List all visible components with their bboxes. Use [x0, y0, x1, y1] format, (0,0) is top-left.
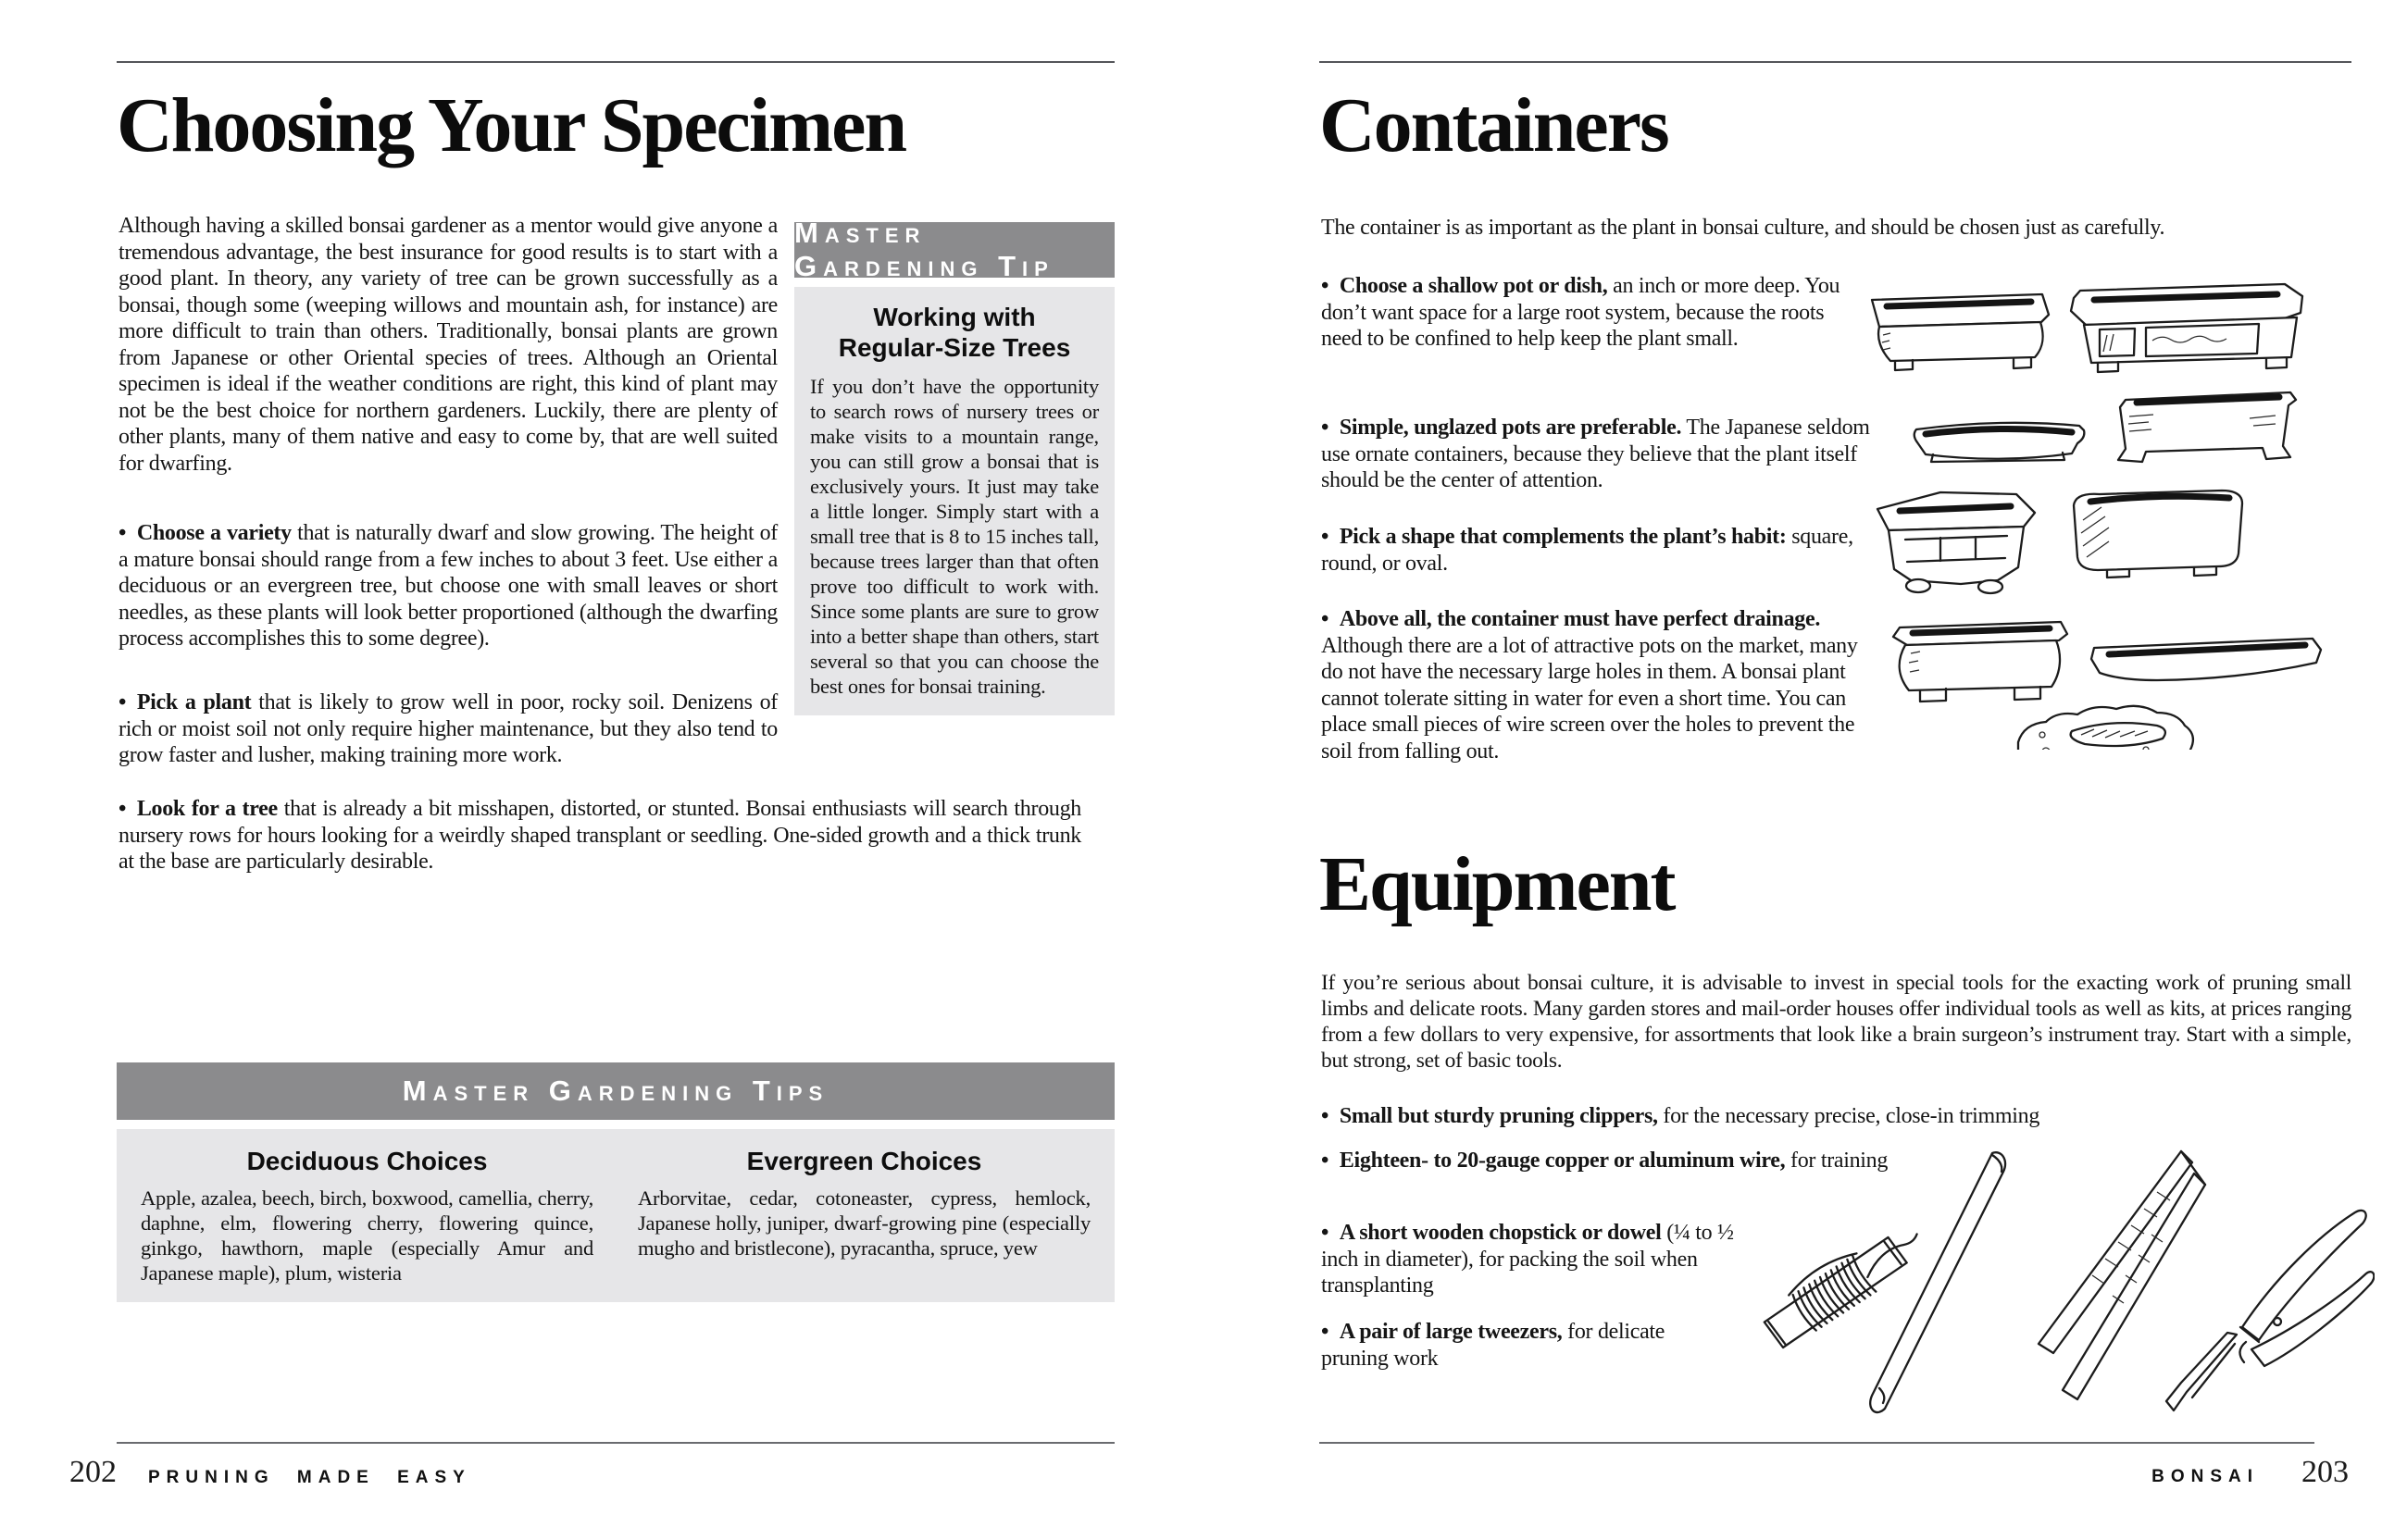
- page-title-choosing-specimen: Choosing Your Specimen: [117, 82, 906, 168]
- tip-box-header-bar: [794, 217, 1115, 282]
- pot-ornate-paneled: [2071, 284, 2302, 372]
- bullet-text: that is likely to grow well in poor, rocky soil. Denizens of rich or moist soil not only require higher maintenance, but they also tend to grow faster and lusher, making training more work.: [118, 690, 778, 767]
- tip-box: [794, 287, 1115, 715]
- bullet-lead: Pick a plant: [136, 690, 252, 714]
- tips-column-evergreen: [638, 1142, 1091, 1285]
- tips-box: [117, 1129, 1115, 1302]
- bullet-chopstick-dowel: [1321, 1220, 1756, 1299]
- pot-waisted-rect: [1893, 622, 2067, 702]
- bullet-large-tweezers: [1321, 1319, 1728, 1372]
- intro-paragraph: Although having a skilled bonsai gardener as a mentor would give anyone a tremendous advantage, the best insurance for good results is to start with a good plant. In theory, any variety of tree can be grown successfully as a bonsai, though some (weeping willows and mountain ash, for instance) are more difficult to train than others. Traditionally, bonsai plants are grown from Japanese or other Oriental species of trees. Although an Oriental specimen is ideal if the weather conditions are right, this kind of plant may not be the best choice for northern gardeners. Luckily, there are plenty of other plants, many of them native and easy to come by, that are well suited for dwarfing.: [118, 214, 778, 476]
- pot-shallow-tray: [1914, 423, 2085, 462]
- pruning-clippers: [2166, 1211, 2374, 1410]
- tip-title-line2: Regular-Size Trees: [838, 333, 1071, 362]
- bullet-choose-variety: [118, 520, 778, 652]
- bullet-lead: Small but sturdy pruning clippers,: [1339, 1104, 1658, 1128]
- bullet-lead: Eighteen- to 20-gauge copper or aluminum wire,: [1339, 1149, 1786, 1173]
- section-footer-label: BONSAI: [2151, 1467, 2259, 1486]
- bullet-text: an inch or more deep. You don’t want space for a large root system, because the roots need to be confined to help keep the plant small.: [1321, 274, 1840, 351]
- pot-oval: [2074, 491, 2242, 578]
- page-number-right: 203: [2301, 1455, 2349, 1489]
- bullet-lead: Above all, the container must have perfect drainage.: [1339, 607, 1821, 631]
- bullet-lead: Choose a variety: [136, 521, 292, 545]
- tips-box-header-bar: [117, 1062, 1115, 1120]
- page-title-containers: Containers: [1319, 82, 1668, 168]
- page-title-equipment: Equipment: [1319, 841, 1675, 927]
- tip-box-header-label: Master Gardening Tip: [794, 217, 1054, 282]
- tweezers: [2039, 1151, 2205, 1399]
- bullet-lead: Choose a shallow pot or dish,: [1339, 274, 1608, 298]
- bullet-lead: A short wooden chopstick or dowel: [1339, 1221, 1662, 1245]
- pot-rectangular-rimmed: [1872, 294, 2049, 370]
- tip-box-title: [810, 302, 1099, 363]
- bullet-lead: Look for a tree: [136, 797, 278, 821]
- bullet-text: that is naturally dwarf and slow growing. The height of a mature bonsai should range from a few inches to about 3 feet. Use either a deciduous or an evergreen tree, but choose one with small leaves or short needles, as these plants will look better proportioned (although the dwarfing process accomplishes this to some degree).: [118, 521, 778, 651]
- pot-long-tray: [2091, 639, 2321, 680]
- tips-box-header-label: Master Gardening Tips: [402, 1074, 829, 1107]
- bullet-shallow-pot: [1321, 273, 1869, 353]
- bullet-unglazed-pots: [1321, 415, 1875, 494]
- evergreen-heading: Evergreen Choices: [746, 1147, 982, 1175]
- tip-title-line1: Working with: [873, 303, 1036, 331]
- deciduous-heading: Deciduous Choices: [246, 1147, 488, 1175]
- bullet-pick-plant: [118, 689, 778, 769]
- deciduous-list: Apple, azalea, beech, birch, boxwood, camellia, cherry, daphne, elm, flowering cherry, flowering quince, ginkgo, hawthorn, maple (especially Amur and Japanese maple), plum, wisteria: [141, 1186, 593, 1285]
- equipment-intro: If you’re serious about bonsai culture, it is advisable to invest in special tools for the exacting work of pruning small limbs and delicate roots. Many garden stores and mail-order houses offer individual tools as well as kits, at prices ranging from a few dollars to very expensive, for assortments that look like a brain surgeon’s instrument tray. Start with a simple, but strong, set of basic tools.: [1321, 971, 2351, 1073]
- footer-rule-right: [1319, 1442, 2314, 1444]
- top-rule-left: [117, 61, 1115, 63]
- pot-flared: [2118, 392, 2296, 462]
- footer-right: [1319, 1455, 2349, 1490]
- bullet-text: square, round, or oval.: [1321, 525, 1853, 576]
- rock-planter: [2018, 706, 2193, 750]
- bonsai-tools-illustration: [1759, 1131, 2375, 1446]
- bullet-text: that is already a bit misshapen, distorted, or stunted. Bonsai enthusiasts will search through nursery rows for hours looking for a weirdly shaped transplant or seedling. One-sided growth and a thick trunk at the base are particularly desirable.: [118, 797, 1081, 874]
- top-rule-right: [1319, 61, 2351, 63]
- bullet-pruning-clippers: [1321, 1103, 2173, 1130]
- pot-hexagonal: [1877, 492, 2035, 593]
- bullet-perfect-drainage: [1321, 606, 1878, 764]
- page-number-left: 202: [69, 1455, 117, 1489]
- bullet-text: for the necessary precise, close-in trimming: [1657, 1104, 2040, 1128]
- tip-box-body: If you don’t have the opportunity to search rows of nursery trees or make visits to a mountain range, you can still grow a bonsai that is exclusively yours. It just may take a little longer. Simply start with a small tree that is 8 to 15 inches tall, because trees larger than that often prove too difficult to work with. Since some plants are sure to grow into a better shape than others, start several so that you can choose the best ones for bonsai training.: [810, 375, 1099, 698]
- bullet-text: Although there are a lot of attractive pots on the market, many do not have the necessary large holes in them. A bonsai plant cannot tolerate sitting in water for even a short time. You can place small pieces of wire screen over the holes to prevent the soil from falling out.: [1321, 633, 1858, 764]
- bullet-pick-shape: [1321, 524, 1869, 577]
- bullet-text: for delicate pruning work: [1321, 1320, 1665, 1371]
- bullet-lead: Pick a shape that complements the plant’s habit:: [1339, 525, 1787, 549]
- book-title-footer: PRUNING MADE EASY: [148, 1468, 471, 1487]
- evergreen-list: Arborvitae, cedar, cotoneaster, cypress, hemlock, Japanese holly, juniper, dwarf-growing pine (especially mugho and bristlecone), pyracantha, spruce, yew: [638, 1186, 1091, 1260]
- tips-column-deciduous: [141, 1142, 593, 1285]
- bullet-lead: Simple, unglazed pots are preferable.: [1339, 416, 1682, 440]
- bullet-text: The Japanese seldom use ornate containers, because they believe that the plant itself should be the center of attention.: [1321, 416, 1870, 492]
- wooden-dowel: [1870, 1152, 2005, 1412]
- bullet-text: (¼ to ½ inch in diameter), for packing the soil when transplanting: [1321, 1221, 1734, 1298]
- bonsai-pots-illustration: [1852, 261, 2347, 750]
- containers-intro: The container is as important as the plant in bonsai culture, and should be chosen just as carefully.: [1321, 216, 2165, 240]
- bullet-lead: A pair of large tweezers,: [1339, 1320, 1563, 1344]
- bullet-look-for-tree: [118, 796, 1081, 876]
- footer-rule-left: [117, 1442, 1115, 1444]
- bullet-text: for training: [1785, 1149, 1889, 1173]
